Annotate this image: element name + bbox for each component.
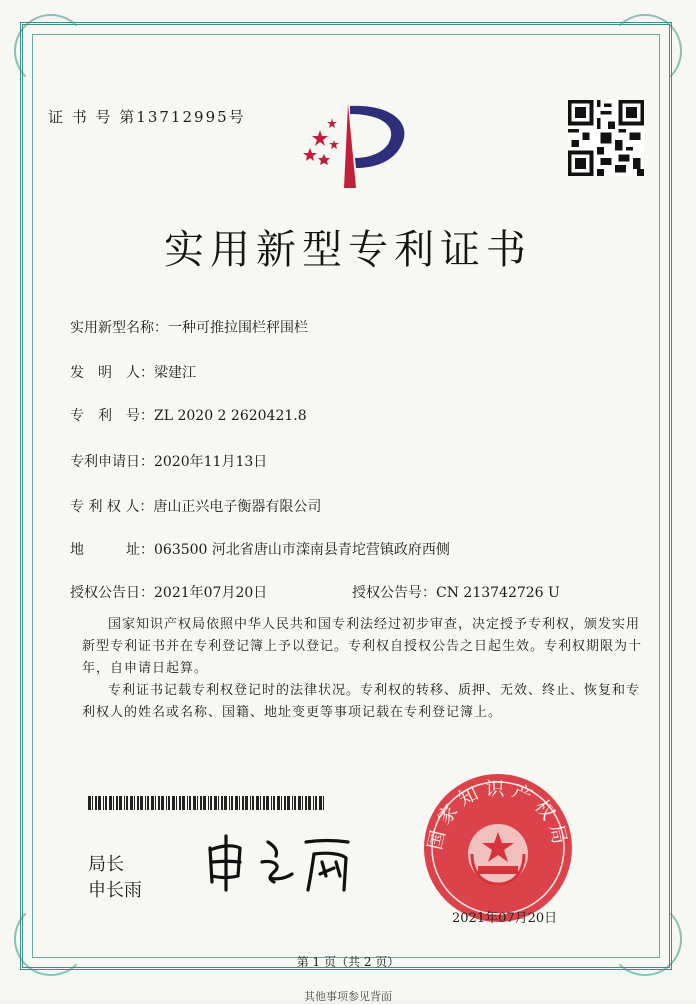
field-value: 2021年07月20日 (154, 585, 268, 601)
field-value: 063500 河北省唐山市滦南县青坨营镇政府西侧 (154, 542, 450, 558)
field-label: 专利申请日： (70, 454, 154, 470)
footer-note: 其他事项参见背面 (304, 990, 392, 1003)
field-patent-number (70, 405, 307, 425)
signatory-name: 申长雨 (88, 880, 142, 901)
qr-code-icon (568, 100, 644, 176)
field-application-date (70, 451, 267, 471)
seal-date: 2021年07月20日 (452, 911, 558, 926)
field-label: 发 明 人： (70, 365, 154, 381)
field-label: 授权公告号： (352, 585, 436, 601)
field-value: CN 213742726 U (436, 585, 560, 601)
cnipa-logo-icon (290, 96, 420, 196)
field-value: 梁建江 (154, 365, 196, 381)
field-label: 实用新型名称： (70, 320, 168, 336)
field-value: 一种可推拉围栏秤围栏 (168, 320, 308, 336)
field-label: 地 址： (70, 542, 154, 558)
corner-ornament-top-right (608, 14, 682, 88)
field-label: 专 利 权 人： (70, 499, 154, 515)
field-value: 唐山正兴电子衡器有限公司 (153, 499, 322, 515)
certificate-number: 证 书 号 第13712995号 (48, 108, 246, 126)
official-seal-icon (420, 770, 576, 926)
handwritten-signature-icon (196, 828, 366, 898)
field-label: 专 利 号： (70, 408, 154, 424)
field-value: ZL 2020 2 2620421.8 (154, 408, 307, 424)
seal-text: 国家知识产权局 (424, 778, 572, 852)
statement-paragraph-2: 专利证书记载专利权登记时的法律状况。专利权的转移、质押、无效、终止、恢复和专利权人的姓名或名称、国籍、地址变更等事项记载在专利登记簿上。 (82, 683, 641, 720)
field-inventor (70, 362, 196, 382)
field-patentee (70, 496, 321, 516)
field-grant-announcement-date (70, 582, 267, 602)
corner-ornament-top-left (14, 14, 88, 88)
field-value: 2020年11月13日 (154, 454, 268, 470)
certificate-title: 实用新型专利证书 (164, 227, 532, 273)
signatory-title: 局长 (88, 854, 124, 875)
field-utility-model-name (70, 317, 308, 337)
field-label: 授权公告日： (70, 585, 154, 601)
field-address (70, 539, 450, 559)
barcode-icon (88, 796, 328, 810)
page-number: 第 1 页（共 2 页） (296, 955, 400, 969)
field-grant-announcement-number (352, 582, 560, 602)
statement-paragraph-1: 国家知识产权局依照中华人民共和国专利法经过初步审查，决定授予专利权，颁发实用新型专利证书并在专利登记簿上予以登记。专利权自授权公告之日起生效。专利权期限为十年，自申请日起算。 (82, 617, 643, 676)
